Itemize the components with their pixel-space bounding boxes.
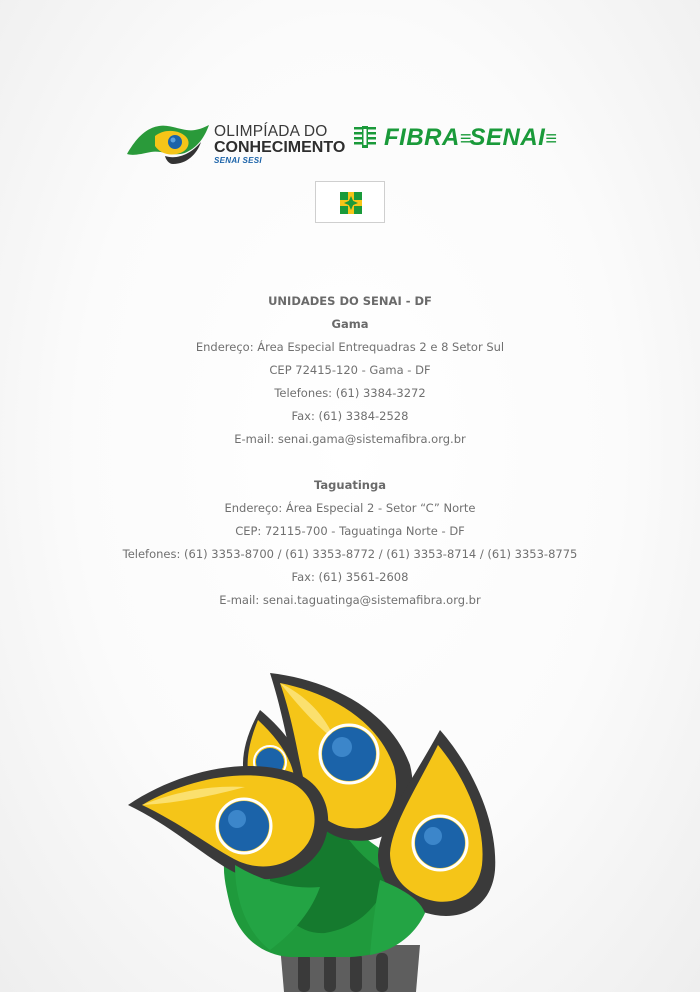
unit-taguatinga-email: E-mail: senai.taguatinga@sistemafibra.org.br — [219, 593, 481, 607]
fibra-trailing-icon: ≡ — [545, 128, 556, 150]
fibra-separator-icon: ≡ — [459, 128, 470, 150]
unit-taguatinga-fax: Fax: (61) 3561-2608 — [291, 570, 409, 584]
olympic-torch-illustration — [120, 665, 540, 992]
unit-taguatinga-address: Endereço: Área Especial 2 - Setor “C” Norte — [224, 501, 476, 515]
units-title: UNIDADES DO SENAI - DF — [268, 294, 432, 308]
unit-gama-cep: CEP 72415-120 - Gama - DF — [269, 363, 431, 377]
section-spacer — [0, 451, 700, 474]
unit-gama-address: Endereço: Área Especial Entrequadras 2 e 8 Setor Sul — [195, 340, 505, 354]
unit-gama-email: E-mail: senai.gama@sistemafibra.org.br — [234, 432, 466, 446]
olimpiada-flag-icon — [125, 122, 210, 166]
unit-gama-phones: Telefones: (61) 3384-3272 — [274, 386, 426, 400]
unit-taguatinga-name: Taguatinga — [314, 478, 386, 492]
senai-label: SENAI — [469, 124, 546, 151]
unit-gama-name: Gama — [331, 317, 369, 331]
unit-taguatinga-phones: Telefones: (61) 3353-8700 / (61) 3353-8772 / (61) 3353-8714 / (61) 3353-8775 — [122, 547, 578, 561]
conhecimento-title: CONHECIMENTO — [214, 139, 346, 156]
olimpiada-logo — [125, 122, 346, 166]
unit-gama-fax: Fax: (61) 3384-2528 — [291, 409, 409, 423]
distrito-federal-flag-icon — [340, 192, 362, 214]
fibra-emblem-icon — [354, 126, 376, 148]
fibra-label: FIBRA — [384, 124, 460, 151]
senai-sesi-label: SENAI SESI — [214, 156, 262, 165]
fibra-senai-logo — [354, 124, 576, 154]
df-flag-frame — [315, 181, 385, 223]
unit-taguatinga-cep: CEP: 72115-700 - Taguatinga Norte - DF — [235, 524, 465, 538]
units-info — [0, 290, 700, 612]
olimpiada-title: OLIMPÍADA DO — [214, 123, 328, 140]
